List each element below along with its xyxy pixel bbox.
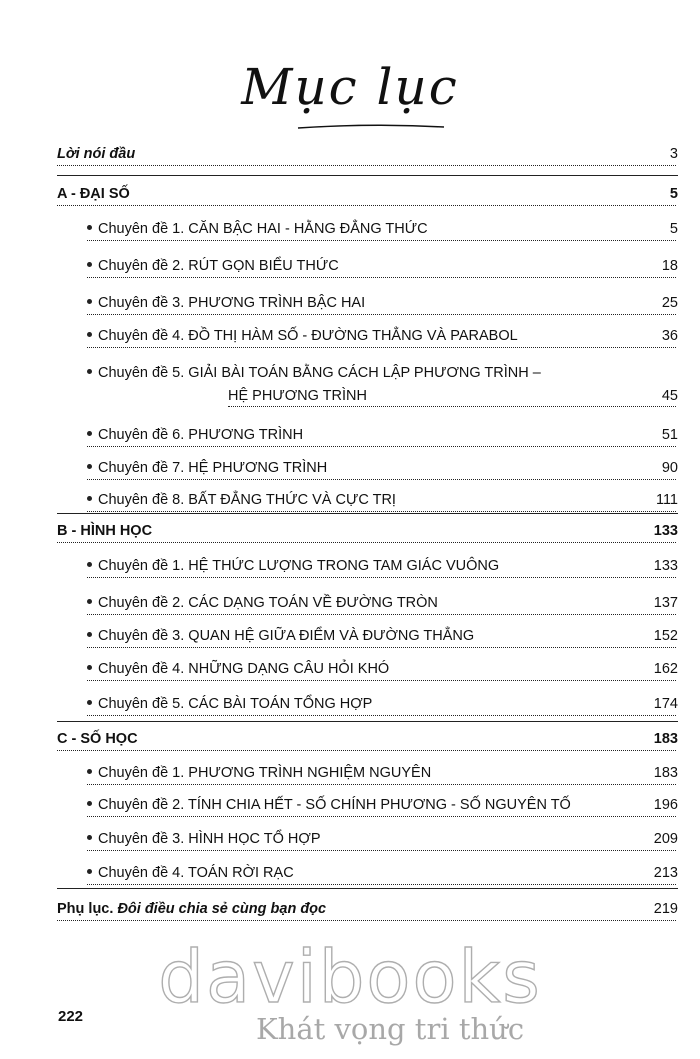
dot-leader bbox=[87, 680, 676, 681]
dot-leader bbox=[57, 920, 676, 921]
section-divider bbox=[57, 513, 678, 514]
dot-leader bbox=[87, 784, 676, 785]
item-label bbox=[87, 328, 522, 344]
dot-leader bbox=[87, 240, 676, 241]
item-title: CĂN BẬC HAI - HẰNG ĐẲNG THỨC bbox=[188, 221, 428, 237]
page-ref: 5 bbox=[667, 221, 678, 237]
item-title: PHƯƠNG TRÌNH BẬC HAI bbox=[188, 295, 366, 311]
item-prefix: Chuyên đề 2. bbox=[98, 595, 185, 611]
page-ref: 183 bbox=[651, 765, 678, 781]
toc-item[interactable] bbox=[0, 831, 700, 855]
item-title: RÚT GỌN BIỂU THỨC bbox=[188, 258, 339, 274]
dot-leader bbox=[87, 850, 676, 851]
item-label bbox=[87, 628, 478, 644]
item-title: BẤT ĐẲNG THỨC VÀ CỰC TRỊ bbox=[188, 492, 396, 508]
page-ref: 162 bbox=[651, 661, 678, 677]
item-prefix: Chuyên đề 7. bbox=[98, 460, 185, 476]
section-title: C - SỐ HỌC bbox=[57, 731, 138, 747]
page-ref: 183 bbox=[651, 731, 678, 747]
section-label bbox=[57, 731, 142, 747]
page-ref: 133 bbox=[651, 558, 678, 574]
dot-leader bbox=[87, 614, 676, 615]
bullet-icon bbox=[87, 431, 92, 436]
item-title: HỆ PHƯƠNG TRÌNH bbox=[188, 460, 328, 476]
bullet-icon bbox=[87, 599, 92, 604]
intro-title: Lời nói đầu bbox=[57, 146, 136, 162]
section-divider bbox=[57, 175, 678, 176]
item-title: HỆ THỨC LƯỢNG TRONG TAM GIÁC VUÔNG bbox=[188, 558, 500, 574]
toc-item[interactable] bbox=[0, 558, 700, 582]
item-title: CÁC DẠNG TOÁN VỀ ĐƯỜNG TRÒN bbox=[188, 595, 438, 611]
toc-item[interactable] bbox=[0, 365, 700, 411]
toc-item[interactable] bbox=[0, 595, 700, 619]
page-ref: 209 bbox=[651, 831, 678, 847]
page-ref: 5 bbox=[667, 186, 678, 202]
item-title: TÍNH CHIA HẾT - SỐ CHÍNH PHƯƠNG - SỐ NGUYÊN TỐ bbox=[188, 797, 571, 813]
section-divider bbox=[57, 721, 678, 722]
item-prefix: Chuyên đề 1. bbox=[98, 765, 185, 781]
appendix-title: Đôi điều chia sẻ cùng bạn đọc bbox=[117, 901, 327, 917]
item-title: ĐỒ THỊ HÀM SỐ - ĐƯỜNG THẲNG VÀ PARABOL bbox=[188, 328, 518, 344]
item-prefix: Chuyên đề 3. bbox=[98, 831, 185, 847]
toc-entry-intro[interactable] bbox=[0, 146, 700, 170]
page-ref: 152 bbox=[651, 628, 678, 644]
dot-leader bbox=[87, 347, 676, 348]
bullet-icon bbox=[87, 835, 92, 840]
section-title: A - ĐẠI SỐ bbox=[57, 186, 130, 202]
item-label bbox=[87, 221, 432, 237]
page-ref: 3 bbox=[667, 146, 678, 162]
item-prefix: Chuyên đề 8. bbox=[98, 492, 185, 508]
watermark-brand: davibooks bbox=[158, 935, 542, 1019]
item-label bbox=[87, 696, 376, 712]
bullet-icon bbox=[87, 299, 92, 304]
section-divider bbox=[57, 888, 678, 889]
toc-item[interactable] bbox=[0, 865, 700, 889]
appendix-prefix: Phụ lục. bbox=[57, 901, 114, 917]
appendix-label bbox=[57, 901, 330, 917]
page-ref: 36 bbox=[659, 328, 678, 344]
item-title: GIẢI BÀI TOÁN BẰNG CÁCH LẬP PHƯƠNG TRÌNH – bbox=[188, 365, 541, 381]
item-title-continuation: HỆ PHƯƠNG TRÌNH bbox=[228, 388, 371, 404]
dot-leader bbox=[87, 816, 676, 817]
item-prefix: Chuyên đề 3. bbox=[98, 628, 185, 644]
toc-item[interactable] bbox=[0, 696, 700, 720]
page-ref: 45 bbox=[659, 388, 678, 404]
bullet-icon bbox=[87, 464, 92, 469]
page-number: 222 bbox=[58, 1008, 84, 1025]
page-ref: 51 bbox=[659, 427, 678, 443]
toc-item[interactable] bbox=[0, 765, 700, 789]
item-prefix: Chuyên đề 6. bbox=[98, 427, 185, 443]
page-ref: 133 bbox=[651, 523, 678, 539]
item-title: QUAN HỆ GIỮA ĐIỂM VÀ ĐƯỜNG THẲNG bbox=[188, 628, 475, 644]
toc-entry-appendix[interactable] bbox=[0, 901, 700, 925]
item-label bbox=[87, 765, 435, 781]
title-underline-flourish bbox=[296, 124, 446, 130]
item-label bbox=[87, 661, 393, 677]
dot-leader bbox=[87, 884, 676, 885]
item-title: PHƯƠNG TRÌNH bbox=[188, 427, 304, 443]
bullet-icon bbox=[87, 769, 92, 774]
item-title: TOÁN RỜI RẠC bbox=[188, 865, 294, 881]
section-label bbox=[57, 186, 134, 202]
item-title: PHƯƠNG TRÌNH NGHIỆM NGUYÊN bbox=[188, 765, 432, 781]
bullet-icon bbox=[87, 225, 92, 230]
bullet-icon bbox=[87, 262, 92, 267]
toc-item[interactable] bbox=[0, 221, 700, 245]
page-ref: 25 bbox=[659, 295, 678, 311]
page-ref: 196 bbox=[651, 797, 678, 813]
item-prefix: Chuyên đề 4. bbox=[98, 328, 185, 344]
dot-leader bbox=[87, 577, 676, 578]
bullet-icon bbox=[87, 801, 92, 806]
item-label bbox=[87, 258, 343, 274]
bullet-icon bbox=[87, 332, 92, 337]
item-label bbox=[87, 460, 331, 476]
dot-leader bbox=[57, 750, 676, 751]
dot-leader bbox=[57, 542, 676, 543]
dot-leader bbox=[87, 277, 676, 278]
item-prefix: Chuyên đề 1. bbox=[98, 221, 185, 237]
toc-section-2[interactable] bbox=[0, 523, 700, 547]
bullet-icon bbox=[87, 562, 92, 567]
item-prefix: Chuyên đề 1. bbox=[98, 558, 185, 574]
section-label bbox=[57, 523, 156, 539]
toc-item[interactable] bbox=[0, 427, 700, 451]
toc-section-3[interactable] bbox=[0, 731, 700, 755]
item-label bbox=[87, 865, 298, 881]
item-label bbox=[87, 427, 307, 443]
page-ref: 90 bbox=[659, 460, 678, 476]
page-ref: 213 bbox=[651, 865, 678, 881]
toc-item[interactable] bbox=[0, 258, 700, 282]
item-title: NHỮNG DẠNG CÂU HỎI KHÓ bbox=[188, 661, 390, 677]
dot-leader bbox=[57, 165, 676, 166]
item-label bbox=[87, 295, 369, 311]
watermark-tagline: Khát vọng tri thức bbox=[256, 1012, 525, 1046]
item-prefix: Chuyên đề 4. bbox=[98, 865, 185, 881]
toc-item[interactable] bbox=[0, 295, 700, 319]
item-prefix: Chuyên đề 4. bbox=[98, 661, 185, 677]
item-title: HÌNH HỌC TỔ HỢP bbox=[188, 831, 321, 847]
page-ref: 137 bbox=[651, 595, 678, 611]
item-prefix: Chuyên đề 5. bbox=[98, 696, 185, 712]
toc-item[interactable] bbox=[0, 460, 700, 484]
toc-item[interactable] bbox=[0, 628, 700, 652]
item-prefix: Chuyên đề 2. bbox=[98, 258, 185, 274]
dot-leader bbox=[87, 314, 676, 315]
page-ref: 111 bbox=[653, 492, 678, 508]
item-label bbox=[87, 558, 503, 574]
section-title: B - HÌNH HỌC bbox=[57, 523, 153, 539]
dot-leader bbox=[87, 479, 676, 480]
item-label bbox=[87, 797, 575, 813]
page-ref: 219 bbox=[651, 901, 678, 917]
dot-leader bbox=[87, 511, 676, 512]
item-title: CÁC BÀI TOÁN TỔNG HỢP bbox=[188, 696, 373, 712]
page-title: Mục lục bbox=[0, 58, 700, 116]
item-label bbox=[87, 831, 325, 847]
toc-item[interactable] bbox=[0, 797, 700, 821]
toc-section-1[interactable] bbox=[0, 186, 700, 210]
dot-leader bbox=[228, 406, 676, 407]
toc-item[interactable] bbox=[0, 328, 700, 352]
toc-item[interactable] bbox=[0, 661, 700, 685]
bullet-icon bbox=[87, 869, 92, 874]
item-prefix: Chuyên đề 2. bbox=[98, 797, 185, 813]
bullet-icon bbox=[87, 665, 92, 670]
dot-leader bbox=[87, 647, 676, 648]
page-ref: 174 bbox=[651, 696, 678, 712]
item-label bbox=[87, 595, 442, 611]
dot-leader bbox=[87, 715, 676, 716]
bullet-icon bbox=[87, 496, 92, 501]
intro-label bbox=[57, 146, 139, 162]
page-ref: 18 bbox=[659, 258, 678, 274]
dot-leader bbox=[57, 205, 676, 206]
bullet-icon bbox=[87, 700, 92, 705]
bullet-icon bbox=[87, 632, 92, 637]
dot-leader bbox=[87, 446, 676, 447]
item-label bbox=[87, 365, 545, 381]
item-prefix: Chuyên đề 3. bbox=[98, 295, 185, 311]
item-prefix: Chuyên đề 5. bbox=[98, 365, 185, 381]
item-label bbox=[87, 492, 400, 508]
bullet-icon bbox=[87, 369, 92, 374]
